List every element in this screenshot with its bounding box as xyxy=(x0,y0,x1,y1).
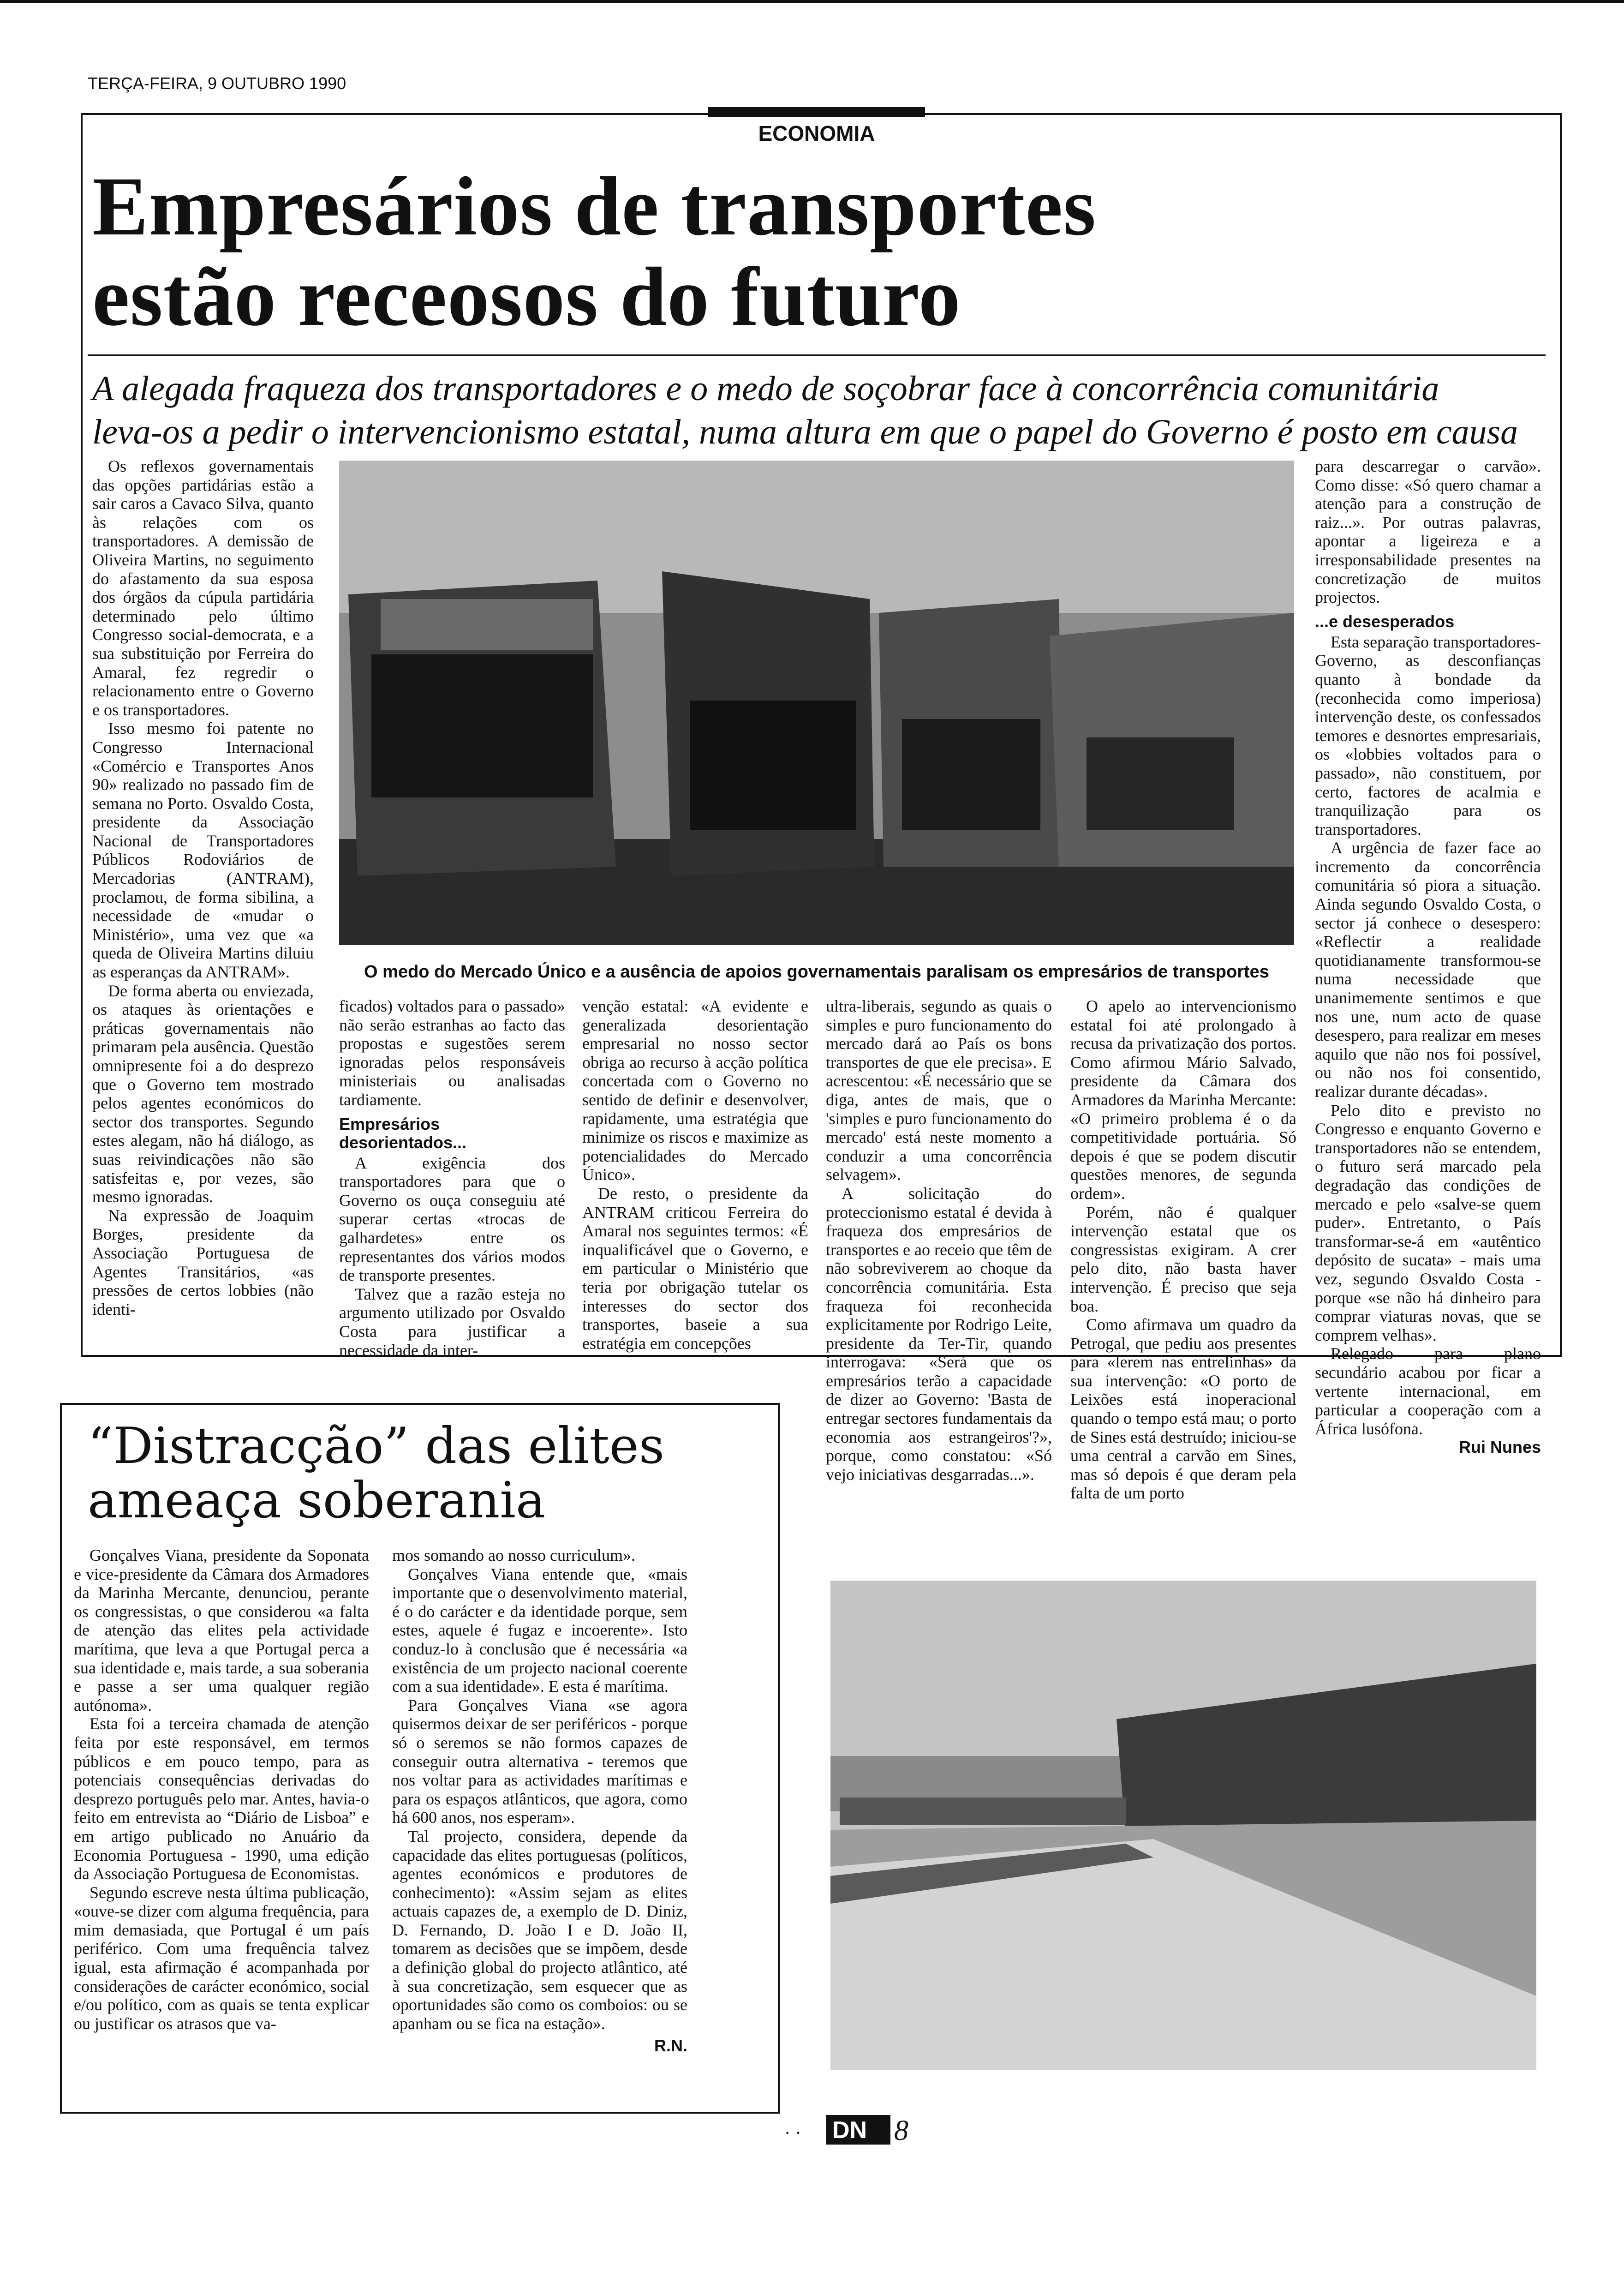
article-column-2 xyxy=(339,997,565,1360)
port-road-photo xyxy=(830,1581,1536,2070)
page-number: 8 xyxy=(894,2115,908,2146)
paragraph: venção estatal: «A evidente e generalizada desorientação empresarial no nosso sector obriga ao recurso à acção política concertada com o Governo no sentido de definir e desenvolver, rapidamente, uma estratégia que minimize os riscos e maximize as potencialidades do Mercado Único». xyxy=(582,997,808,1184)
paragraph: De resto, o presidente da ANTRAM criticou Ferreira do Amaral nos seguintes termos: «É inqualificável que o Governo, e em particular o Ministério que teria por obrigação tutelar os interesses do sector dos transportes, baseie a sua estratégia em concepções xyxy=(582,1184,808,1353)
sidebar-column-1 xyxy=(74,1546,369,2033)
section-label: ECONOMIA xyxy=(758,121,875,145)
paragraph: Pelo dito e previsto no Congresso e enquanto Governo e transportadores não se entendem, o futuro será marcado pela degradação das condições de mercado e pelo «salve-se quem puder». Entretanto, o País transformar-se-á em «autêntico depósito de sucata» - mais uma vez, segundo Osvaldo Costa - porque «se não há dinheiro para comprar viaturas novas, que se comprem velhas». xyxy=(1315,1101,1541,1344)
paragraph: Relegado para plano secundário acabou por ficar a vertente internacional, em particular a cooperação com a África lusófona. xyxy=(1315,1344,1541,1438)
paragraph: ultra-liberais, segundo as quais o simples e puro funcionamento do mercado dará ao País os bons transportes de que ele precisa». E acrescentou: «É necessário que se diga, antes de mais, que o 'simples e puro funcionamento do mercado' está neste momento a conduzir a uma concorrência selvagem». xyxy=(826,997,1052,1184)
paragraph: Segundo escreve nesta última publicação, «ouve-se dizer com alguma frequência, para mim demasiada, que Portugal é um país periférico. Com uma frequência talvez igual, esta afirmação é acompanhada por considerações de carácter económico, social e/ou político, com as quais se tenta explicar ou justificar os atrasos que va- xyxy=(74,1883,369,2033)
paragraph: De forma aberta ou enviezada, os ataques às orientações e práticas governamentais não primaram pela ausência. Questão omnipresente foi a do desprezo que o Governo tem mostrado pelos agentes económicos do sector dos transportes. Segundo estes alegam, não há diálogo, as suas reivindicações não são satisfeitas e, por vezes, são mesmo ignoradas. xyxy=(92,981,314,1206)
sidebar-headline-line-2: ameaça soberania xyxy=(88,1472,546,1529)
article-column-6 xyxy=(1315,457,1541,1457)
paragraph: Como afirmava um quadro da Petrogal, que pediu aos presentes para «lerem nas entrelinhas» da sua intervenção: «O porto de Leixões está inoperacional quando o tempo está mau; o porto de Sines está destruído; iniciou-se uma central a carvão em Sines, mas só depois é que deram pela falta de um porto xyxy=(1070,1315,1296,1503)
article-column-3 xyxy=(582,997,808,1353)
headline-line-1: Empresários de transportes xyxy=(92,160,1097,253)
sidebar-headline xyxy=(88,1419,770,1528)
paragraph: Porém, não é qualquer intervenção estatal que os congressistas exigiram. A crer pelo dito, não basta haver intervenção. É preciso que seja boa. xyxy=(1070,1203,1296,1315)
trucks-photo-image xyxy=(339,461,1294,945)
article-byline: Rui Nunes xyxy=(1458,1438,1541,1457)
paragraph: Os reflexos governamentais das opções partidárias estão a sair caros a Cavaco Silva, quanto às relações com os transportadores. A demissão de Oliveira Martins, no seguimento do afastamento da sua esposa dos órgãos da cúpula partidária determinado pelo último Congresso social-democrata, e a sua substituição por Ferreira do Amaral, fez regredir o relacionamento entre o Governo e os transportadores. xyxy=(92,457,314,719)
subheading-desesperados: ...e desesperados xyxy=(1315,611,1455,631)
paragraph: A solicitação do proteccionismo estatal é devida à fraqueza dos empresários de transportes e ao receio que têm de não sobreviverem ao choque da concorrência comunitária. Esta fraqueza foi reconhecida explicitamente por Rodrigo Leite, presidente da Ter-Tir, quando interrogava: «Será que os empresários terão a capacidade de dizer ao Governo: 'Basta de entregar sectores fundamentais da economia aos estrangeiros'?», porque, como constatou: «Só vejo iniciativas desgarradas...». xyxy=(826,1184,1052,1484)
paragraph: Gonçalves Viana, presidente da Soponata e vice-presidente da Câmara dos Armadores da Marinha Mercante, denunciou, perante os congressistas, o que considerou «a falta de atenção das elites pela actividade marítima, que leva a que Portugal perca a sua identidade e, mais tarde, a sua soberania e passe a ser uma qualquer região autónoma». xyxy=(74,1546,369,1714)
sidebar-column-2 xyxy=(392,1546,687,2055)
section-bar xyxy=(708,107,925,117)
trucks-photo xyxy=(339,461,1294,945)
paragraph: Tal projecto, considera, depende da capacidade das elites portuguesas (políticos, agentes económicos e produtores de conhecimento): «Assim sejam as elites actuais capazes de, a exemplo de D. Diniz, D. Fernando, D. João I e D. João II, tomarem as decisões que se impõem, desde a definição global do projecto atlântico, até à sua concretização, sem esquecer que as oportunidades são como os comboios: ou se apanham ou se fica na estação». xyxy=(392,1827,687,2033)
standfirst-line-1: A alegada fraqueza dos transportadores e o medo de soçobrar face à concorrência comunitária xyxy=(92,369,1439,408)
paragraph: para descarregar o carvão». Como disse: «Só quero chamar a atenção para a construção de raiz...». Por outras palavras, apontar a ligeireza e a irresponsabilidade presentes na concretização de muitos projectos. xyxy=(1315,457,1541,607)
headline-line-2: estão receosos do futuro xyxy=(92,251,961,343)
paragraph: mos somando ao nosso curriculum». xyxy=(392,1546,635,1564)
photo-caption: O medo do Mercado Único e a ausência de apoios governamentais paralisam os empresários de transportes xyxy=(364,962,1269,982)
paragraph: O apelo ao intervencionismo estatal foi até prolongado à recusa da privatização dos portos. Como afirmou Mário Salvado, presidente da Câmara dos Armadores da Marinha Mercante: «O primeiro problema é o da competitividade portuária. Só depois é que se podem discutir questões menores, de segunda ordem». xyxy=(1070,997,1296,1203)
paragraph: Gonçalves Viana entende que, «mais importante que o desenvolvimento material, é o do carácter e da identidade porque, sem estes, aquele é fugaz e incoerente». Isto conduz-lo à conclusão que é necessária «a existência de um projecto nacional coerente com a sua identidade». E esta é marítima. xyxy=(392,1564,687,1696)
paragraph: A urgência de fazer face ao incremento da concorrência comunitária só piora a situação. Ainda segundo Osvaldo Costa, o sector já conhece o desespero: «Reflectir a realidade quotidianamente transformou-se numa necessidade que unanimemente sentimos e que nos une, num acto de quase desespero, para realizar em meses aquilo que não nos foi possível, ou não nos foi consentido, realizar durante décadas». xyxy=(1315,839,1541,1101)
sidebar-byline: R.N. xyxy=(654,2036,687,2055)
standfirst-line-2: leva-os a pedir o intervencionismo estatal, numa altura em que o papel do Governo é posto em causa xyxy=(92,413,1518,451)
paragraph: A exigência dos transportadores para que o Governo os ouça conseguiu até superar certas «trocas de galhardetes» entre os representantes dos vários modos de transporte presentes. xyxy=(339,1153,565,1285)
subheading-desorientados: Empresários desorientados... xyxy=(339,1114,467,1152)
paragraph: Na expressão de Joaquim Borges, presidente da Associação Portuguesa de Agentes Transitários, «as pressões de certos lobbies (não identi- xyxy=(92,1206,314,1318)
paragraph: Isso mesmo foi patente no Congresso Internacional «Comércio e Transportes Anos 90» realizado no passado fim de semana no Porto. Osvaldo Costa, presidente da Associação Nacional de Transportadores Públicos Rodoviários de Mercadorias (ANTRAM), proclamou, de forma sibilina, a necessidade de «mudar o Ministério», uma vez que «a queda de Oliveira Martins diluiu as esperanças da ANTRAM». xyxy=(92,719,314,982)
article-column-4 xyxy=(826,997,1052,1484)
dn-logo xyxy=(784,2111,923,2148)
paragraph: ficados) voltados para o passado» não serão estranhas ao facto das propostas e sugestões serem ignoradas pelos responsáveis ministeriais ou analisadas tardiamente. xyxy=(339,997,565,1109)
paragraph: Esta separação transportadores-Governo, as desconfianças quanto à bondade da (reconhecida como imperiosa) intervenção deste, os confessados temores e desnortes empresariais, os «lobbies voltados para o passado», não constituem, por certo, factores de acalmia e tranquilização para os transportadores. xyxy=(1315,632,1541,839)
svg-text:· ·: · · xyxy=(784,2122,801,2143)
standfirst xyxy=(92,367,1546,454)
headline-rule xyxy=(88,354,1546,356)
article-column-5 xyxy=(1070,997,1296,1503)
article-headline xyxy=(92,162,1522,342)
port-road-photo-image xyxy=(830,1581,1536,2070)
sidebar-headline-line-1: “Distracção” das elites xyxy=(88,1417,665,1475)
page-date: TERÇA-FEIRA, 9 OUTUBRO 1990 xyxy=(88,74,346,93)
paragraph: Esta foi a terceira chamada de atenção feita por este responsável, em termos públicos e em pouco tempo, para as potenciais consequências derivadas do desprezo português pelo mar. Antes, havia-o feito em entrevista ao “Diário de Lisboa” e em artigo publicado no Anuário da Economia Portuguesa - 1990, uma edição da Associação Portuguesa de Economistas. xyxy=(74,1714,369,1883)
paragraph: Para Gonçalves Viana «se agora quisermos deixar de ser periféricos - porque só o seremos se não formos capazes de conseguir outra alternativa - teremos que nos voltar para as actividades marítimas e para os espaços atlânticos, que agora, como há 600 anos, nos esperam». xyxy=(392,1696,687,1827)
logo-text: DN xyxy=(832,2117,867,2144)
paragraph: Talvez que a razão esteja no argumento utilizado por Osvaldo Costa para justificar a necessidade da inter- xyxy=(339,1284,565,1360)
top-rule xyxy=(0,0,1624,3)
article-column-1 xyxy=(92,457,314,1318)
